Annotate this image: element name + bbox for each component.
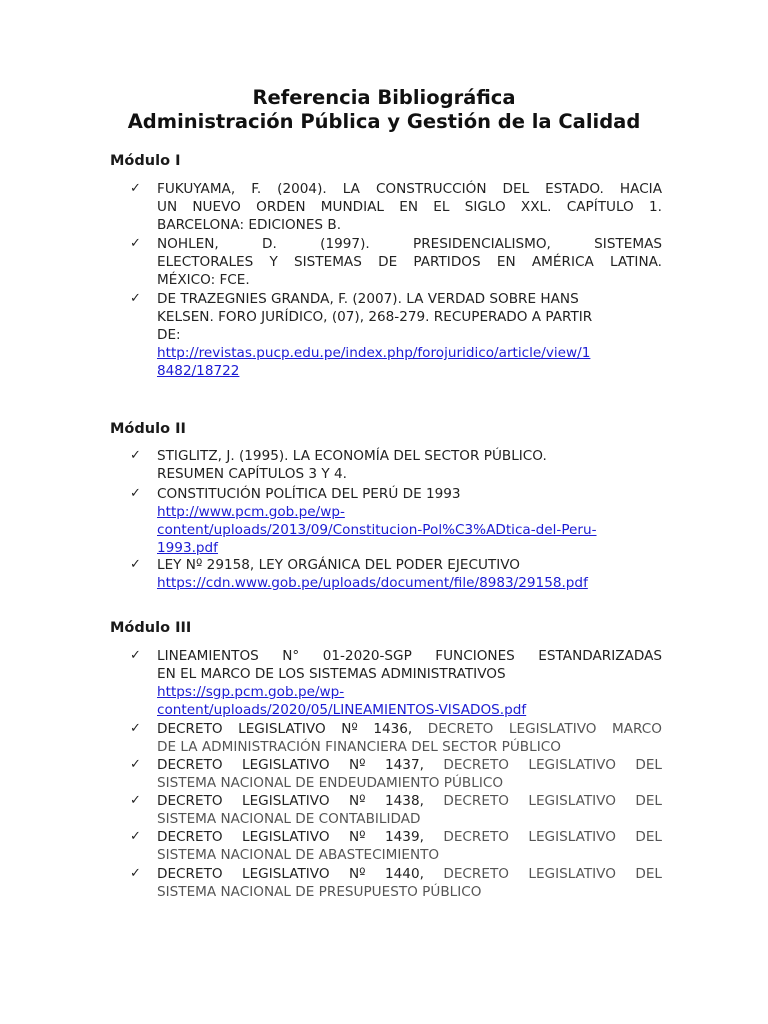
reference-line: UN NUEVO ORDEN MUNDIAL EN EL SIGLO XXL. CAPÍTULO 1. [157, 199, 662, 215]
check-icon: ✓ [130, 236, 141, 251]
reference-line [157, 720, 662, 738]
check-icon: ✓ [130, 793, 141, 808]
decree-title: DE LA ADMINISTRACIÓN FINANCIERA DEL SECTOR PÚBLICO [157, 739, 561, 755]
reference-line [157, 756, 662, 774]
check-icon: ✓ [130, 291, 141, 306]
reference-text [157, 720, 662, 756]
reference-link[interactable]: 1993.pdf [157, 540, 218, 556]
reference-text [157, 647, 662, 719]
decree-title: DECRETO LEGISLATIVO DEL [443, 793, 662, 809]
module-heading-2: Módulo II [110, 421, 186, 437]
reference-text [157, 556, 662, 592]
reference-text [157, 865, 662, 901]
document-title: Referencia Bibliográfica [252, 86, 516, 109]
check-icon: ✓ [130, 829, 141, 844]
module-heading-1: Módulo I [110, 153, 181, 169]
reference-line: DE TRAZEGNIES GRANDA, F. (2007). LA VERDAD SOBRE HANS [157, 291, 579, 307]
reference-line [157, 828, 662, 846]
reference-link[interactable]: http://revistas.pucp.edu.pe/index.php/forojuridico/article/view/1 [157, 345, 591, 361]
reference-line: BARCELONA: EDICIONES B. [157, 217, 342, 233]
document-subtitle: Administración Pública y Gestión de la Calidad [127, 110, 641, 133]
decree-title: SISTEMA NACIONAL DE ABASTECIMIENTO [157, 847, 440, 863]
check-icon: ✓ [130, 448, 141, 463]
decree-number: DECRETO LEGISLATIVO Nº 1437, [157, 757, 424, 773]
reference-text [157, 756, 662, 792]
decree-title: SISTEMA NACIONAL DE ENDEUDAMIENTO PÚBLICO [157, 775, 504, 791]
reference-line: ELECTORALES Y SISTEMAS DE PARTIDOS EN AMÉRICA LATINA. [157, 254, 662, 270]
decree-title: DECRETO LEGISLATIVO DEL [443, 829, 662, 845]
reference-link[interactable]: content/uploads/2020/05/LINEAMIENTOS-VISADOS.pdf [157, 702, 527, 718]
decree-title: SISTEMA NACIONAL DE CONTABILIDAD [157, 811, 421, 827]
reference-line: LEY Nº 29158, LEY ORGÁNICA DEL PODER EJECUTIVO [157, 557, 520, 573]
reference-line: NOHLEN, D. (1997). PRESIDENCIALISMO, SISTEMAS [157, 236, 662, 252]
reference-line: EN EL MARCO DE LOS SISTEMAS ADMINISTRATIVOS [157, 666, 506, 682]
check-icon: ✓ [130, 648, 141, 663]
reference-text [157, 485, 662, 557]
check-icon: ✓ [130, 866, 141, 881]
reference-link[interactable]: https://cdn.www.gob.pe/uploads/document/file/8983/29158.pdf [157, 575, 588, 591]
reference-line [157, 865, 662, 883]
reference-line: LINEAMIENTOS N° 01-2020-SGP FUNCIONES ESTANDARIZADAS [157, 648, 662, 664]
reference-text [157, 828, 662, 864]
decree-title: DECRETO LEGISLATIVO DEL [443, 866, 662, 882]
check-icon: ✓ [130, 557, 141, 572]
reference-link[interactable]: http://www.pcm.gob.pe/wp- [157, 504, 345, 520]
reference-line: DE: [157, 327, 181, 343]
reference-link[interactable]: https://sgp.pcm.gob.pe/wp- [157, 684, 345, 700]
reference-line: FUKUYAMA, F. (2004). LA CONSTRUCCIÓN DEL ESTADO. HACIA [157, 181, 662, 197]
decree-title: SISTEMA NACIONAL DE PRESUPUESTO PÚBLICO [157, 884, 482, 900]
decree-number: DECRETO LEGISLATIVO Nº 1439, [157, 829, 424, 845]
reference-line [157, 792, 662, 810]
decree-number: DECRETO LEGISLATIVO Nº 1440, [157, 866, 424, 882]
reference-text [157, 235, 662, 289]
reference-link[interactable]: 8482/18722 [157, 363, 240, 379]
reference-line: RESUMEN CAPÍTULOS 3 Y 4. [157, 466, 347, 482]
decree-number: DECRETO LEGISLATIVO Nº 1438, [157, 793, 424, 809]
module-heading-3: Módulo III [110, 620, 192, 636]
check-icon: ✓ [130, 181, 141, 196]
decree-title: DECRETO LEGISLATIVO MARCO [427, 721, 662, 737]
reference-line: STIGLITZ, J. (1995). LA ECONOMÍA DEL SECTOR PÚBLICO. [157, 448, 547, 464]
reference-text [157, 447, 662, 483]
reference-text [157, 792, 662, 828]
check-icon: ✓ [130, 757, 141, 772]
reference-text [157, 290, 662, 380]
decree-number: DECRETO LEGISLATIVO Nº 1436, [157, 721, 413, 737]
reference-line: MÉXICO: FCE. [157, 272, 250, 288]
reference-link[interactable]: content/uploads/2013/09/Constitucion-Pol%C3%ADtica-del-Peru- [157, 522, 597, 538]
reference-line: KELSEN. FORO JURÍDICO, (07), 268-279. RECUPERADO A PARTIR [157, 309, 593, 325]
check-icon: ✓ [130, 486, 141, 501]
decree-title: DECRETO LEGISLATIVO DEL [443, 757, 662, 773]
check-icon: ✓ [130, 721, 141, 736]
reference-text [157, 180, 662, 234]
reference-line: CONSTITUCIÓN POLÍTICA DEL PERÚ DE 1993 [157, 486, 461, 502]
